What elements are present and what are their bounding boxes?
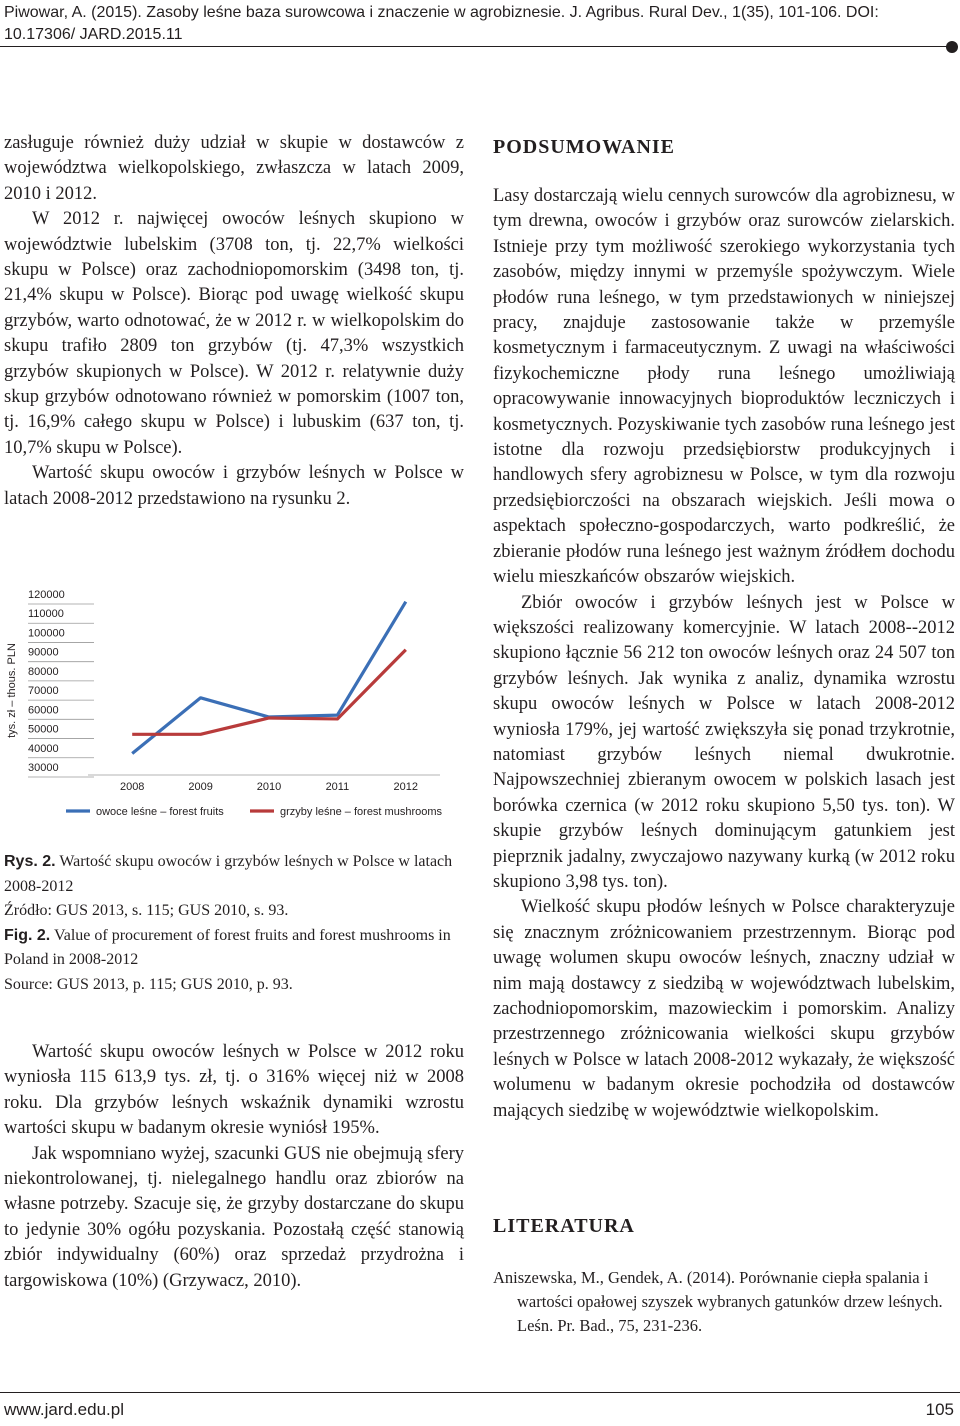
y-tick-label: 70000 [28, 685, 59, 698]
x-tick-label: 2011 [325, 781, 350, 793]
left-paragraph-3: Wartość skupu owoców i grzybów leśnych w Polsce w latach 2008-2012 przedstawiono na rysunku 2. [4, 463, 464, 509]
y-tick-label: 50000 [28, 723, 59, 736]
header-rule [0, 46, 952, 47]
x-tick-label: 2010 [256, 781, 282, 793]
section-title-podsumowanie: PODSUMOWANIE [493, 136, 676, 158]
footer-rule [0, 1392, 960, 1393]
legend-label-1: owoce leśne – forest fruits [96, 806, 224, 818]
line-chart [0, 580, 470, 830]
y-tick-label: 30000 [28, 762, 59, 774]
x-tick-label: 2012 [393, 781, 419, 793]
figure-caption [4, 850, 464, 997]
left-paragraph-5: Jak wspomniano wyżej, szacunki GUS nie obejmują sfery niekontrolowanej, tj. nielegalnego handlu oraz zbiorów na własne potrzeby. Szacuje się, że grzyby dostarczane do skupu to jedynie 30% ogółu pozyskania. Pozostałą część stanowią zbiór indywidualny (60%) oraz sprzedaż przydrożna i targowiskowa (10%) (Grzywacz, 2010). [4, 1143, 464, 1291]
caption-pl-text: Wartość skupu owoców i grzybów leśnych w Polsce w latach 2008-2012 [4, 853, 453, 895]
right-paragraph-1: Lasy dostarczają wielu cennych surowców dla agrobiznesu, w tym drewna, owoców i grzybów oraz surowców zielarskich. Istnieje przy tym możliwość szerokiego wykorzystania tych zasobów, między innymi w przemyśle spożywczym. Wiele płodów runa leśnego, w tym przedstawionych w niniejszej pracy, znajduje zastosowanie także w przemyśle kosmetycznym i farmaceutycznym. Z uwagi na właściwości fizykochemiczne płody runa leśnego umożliwiają opracowywanie innowacyjnych bioproduktów leczniczych i kosmetycznych. Pozyskiwanie tych zasobów runa leśnego jest istotne dla rozwoju przedsiębiorstw produkcyjnych i handlowych sfery agrobiznesu w Polsce, w tym dla rozwoju przedsiębiorczości na obszarach wiejskich. Jeśli mowa o aspektach społeczno-gospodarczych, warto podkreślić, że zbieranie płodów runa leśnego jest ważnym źródłem dochodu wielu mieszkańców obszarów wiejskich. [493, 186, 955, 588]
reference-item: Aniszewska, M., Gendek, A. (2014). Porównanie ciepła spalania i wartości opałowej szyszek wybranych gatunków drzew leśnych. Leśn. Pr. Bad., 75, 231-236. [493, 1268, 943, 1335]
y-tick-label: 60000 [28, 704, 59, 717]
y-tick-label: 40000 [28, 742, 59, 755]
left-paragraph-4: Wartość skupu owoców leśnych w Polsce w 2012 roku wyniosła 115 613,9 tys. zł, tj. o 316% więcej niż w 2008 roku. Dla grzybów leśnych wskaźnik dynamiki wzrostu wartości skupu w badanym okresie wyniósł 195%. [4, 1042, 464, 1139]
left-paragraph-2: W 2012 r. najwięcej owoców leśnych skupiono w województwie lubelskim (3708 ton, tj. 22,7% wielkości skupu w Polsce) oraz zachodniopomorskim (3498 ton, tj. 21,4% skupu w Polsce). Biorąc pod uwagę wielkość skupu grzybów, warto odnotować, że w 2012 r. w wielkopolskim do skupu trafiło 2809 ton grzybów (tj. 47,3% wszystkich grzybów skupionych w Polsce). W 2012 r. relatywnie duży skup grzybów odnotowano również w pomorskim (1007 ton, tj. 16,9% całego skupu w Polsce) i lubuskim (637 ton, tj. 10,7% skupu w Polsce). [4, 209, 464, 458]
right-column [493, 184, 955, 1124]
caption-en-text: Value of procurement of forest fruits and forest mushrooms in Poland in 2008-2012 [4, 926, 451, 968]
header-citation: Piwowar, A. (2015). Zasoby leśne baza surowcowa i znaczenie w agrobiznesie. J. Agribus. Rural Dev., 1(35), 101-106. DOI: 10.17306/ JARD.2015.11 [4, 4, 879, 43]
left-column-top [4, 131, 464, 512]
figure-2-chart [0, 580, 470, 830]
caption-en-source: Source: GUS 2013, p. 115; GUS 2010, p. 93. [4, 975, 293, 993]
y-tick-label: 90000 [28, 646, 59, 659]
right-paragraph-3: Wielkość skupu płodów leśnych w Polsce charakteryzuje się znacznym zróżnicowaniem przestrzennym. Biorąc pod uwagę wolumen skupu owoców leśnych, znaczny udział w nim mają dostawcy z siedzibą w województwach lubelskim, zachodniopomorskim, mazowieckim i pomorskim. Analizy przestrzennego zróżnicowania wielkości skupu grzybów leśnych w Polsce w latach 2008-2012 wykazały, że większość wolumenu w badanym okresie pochodziła od dostawców mających siedzibę w województwie wielkopolskim. [493, 897, 955, 1121]
x-tick-label: 2009 [188, 781, 213, 793]
footer-url: www.jard.edu.pl [4, 1400, 125, 1419]
y-tick-label: 110000 [28, 608, 64, 621]
legend-label-2: grzyby leśne – forest mushrooms [280, 806, 443, 818]
right-paragraph-2: Zbiór owoców i grzybów leśnych jest w Polsce w większości realizowany komercyjnie. W latach 2008--2012 skupiono łącznie 56 212 ton owoców leśnych oraz 24 507 ton grzybów leśnych. Jak wynika z analiz, dynamika wzrostu skupu owoców leśnych w Polsce w latach 2008-2012 wyniosła 179%, jej wartość zwiększyła się ponad trzykrotnie, natomiast grzybów leśnych niemal dwukrotnie. Najpowszechniej zbieranym owocem w polskich lasach jest borówka czernica (w 2012 roku skupiono 5,50 tys. ton). W skupie grzybów leśnych dominującym gatunkiem jest pieprznik jadalny, zwyczajowo nazywany kurką (w 2012 roku skupiono 3,98 tys. ton). [493, 592, 955, 892]
series-line-1 [132, 602, 406, 754]
reference-list [493, 1266, 955, 1338]
left-column-bottom [4, 1040, 464, 1294]
section-title-literatura: LITERATURA [493, 1215, 635, 1237]
caption-pl-source: Źródło: GUS 2013, s. 115; GUS 2010, s. 93. [4, 902, 289, 919]
y-tick-label: 100000 [28, 627, 65, 640]
page-number: 105 [925, 1400, 954, 1419]
y-tick-label: 80000 [28, 665, 59, 678]
header-dot [946, 41, 958, 53]
left-paragraph-1: zasługuje również duży udział w skupie w dostawców z województwa wielkopolskiego, zwłaszcza w latach 2009, 2010 i 2012. [4, 133, 464, 204]
caption-pl-label: Rys. 2. [4, 853, 56, 870]
caption-en-label: Fig. 2. [4, 926, 51, 944]
x-tick-label: 2008 [119, 781, 145, 793]
y-axis-label: tys. zł – thous. PLN [6, 643, 18, 738]
y-tick-label: 120000 [28, 589, 65, 601]
